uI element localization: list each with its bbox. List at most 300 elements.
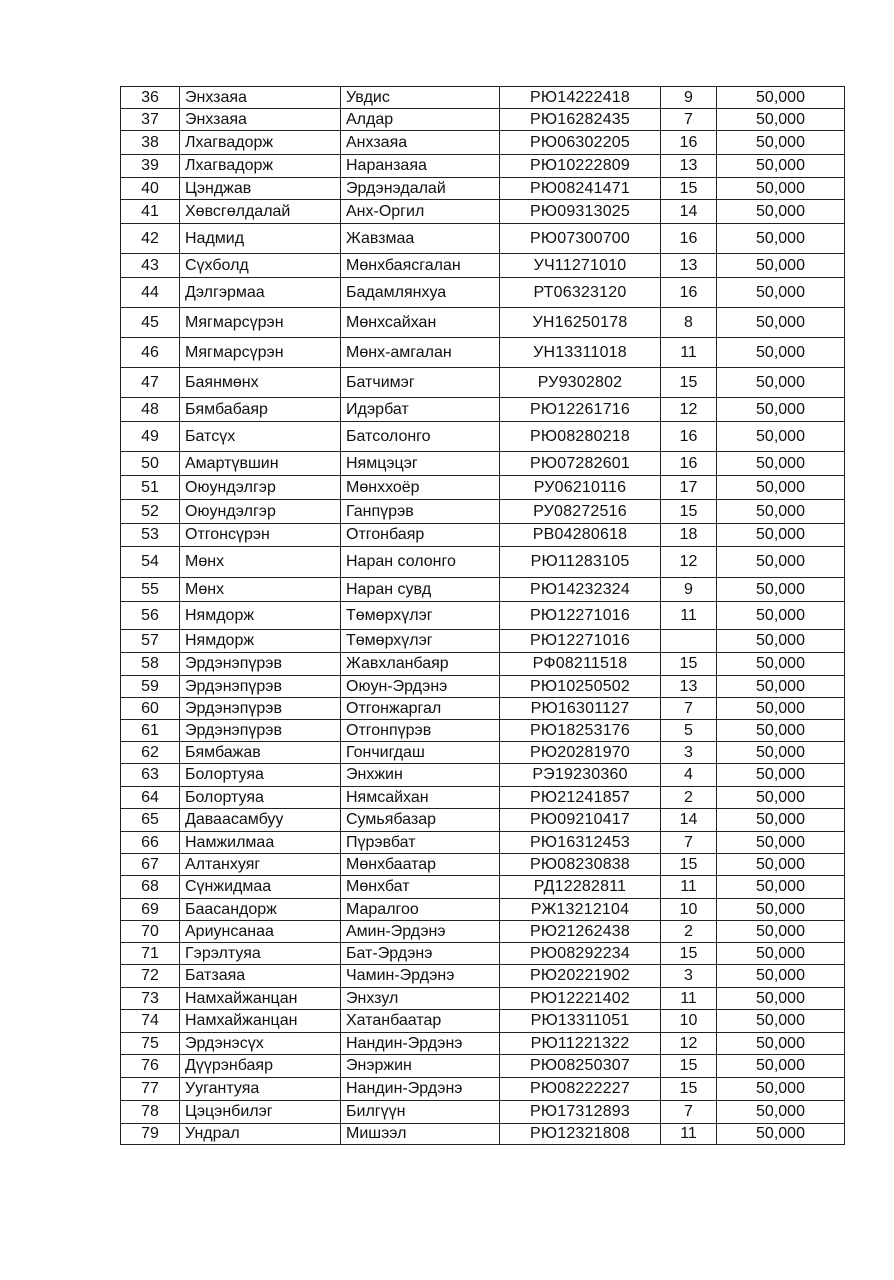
amount-cell: 50,000 [717,500,845,524]
parent-name-cell: Оюундэлгэр [180,476,341,500]
table-row [121,368,845,398]
table-row [121,787,845,809]
parent-name-cell: Амартүвшин [180,452,341,476]
parent-name-cell: Ундрал [180,1124,341,1145]
age-cell: 12 [661,398,717,422]
table-row [121,178,845,200]
amount-cell: 50,000 [717,578,845,602]
amount-cell: 50,000 [717,278,845,308]
table-row [121,278,845,308]
row-number-cell: 41 [121,200,180,224]
parent-name-cell: Цэцэнбилэг [180,1101,341,1124]
given-name-cell: Мишээл [341,1124,500,1145]
age-cell: 9 [661,87,717,109]
given-name-cell: Мөнхбаатар [341,854,500,876]
table-row [121,155,845,178]
age-cell: 7 [661,1101,717,1124]
registration-number-cell: РЮ07300700 [500,224,661,254]
table-row [121,876,845,899]
parent-name-cell: Бямбажав [180,742,341,764]
amount-cell: 50,000 [717,854,845,876]
table-row [121,630,845,653]
row-number-cell: 68 [121,876,180,899]
registration-number-cell: РЮ12321808 [500,1124,661,1145]
amount-cell: 50,000 [717,452,845,476]
registration-number-cell: РЮ12271016 [500,602,661,630]
parent-name-cell: Болортуяа [180,787,341,809]
registration-number-cell: РЮ12221402 [500,988,661,1010]
table-row [121,602,845,630]
registration-number-cell: РЮ11283105 [500,547,661,578]
parent-name-cell: Намхайжанцан [180,988,341,1010]
parent-name-cell: Нямдорж [180,630,341,653]
given-name-cell: Мөнхсайхан [341,308,500,338]
table-row [121,1101,845,1124]
given-name-cell: Энэржин [341,1055,500,1078]
amount-cell: 50,000 [717,1124,845,1145]
table-row [121,720,845,742]
amount-cell: 50,000 [717,131,845,155]
amount-cell: 50,000 [717,742,845,764]
row-number-cell: 76 [121,1055,180,1078]
age-cell [661,630,717,653]
parent-name-cell: Дэлгэрмаа [180,278,341,308]
row-number-cell: 57 [121,630,180,653]
table-row [121,398,845,422]
parent-name-cell: Мягмарсүрэн [180,338,341,368]
parent-name-cell: Энхзаяа [180,87,341,109]
given-name-cell: Төмөрхүлэг [341,630,500,653]
registration-number-cell: РЮ20221902 [500,965,661,988]
table-row [121,1055,845,1078]
given-name-cell: Нямцэцэг [341,452,500,476]
given-name-cell: Бадамлянхуа [341,278,500,308]
registration-number-cell: РЮ16282435 [500,109,661,131]
registration-number-cell: РЮ08241471 [500,178,661,200]
given-name-cell: Нямсайхан [341,787,500,809]
amount-cell: 50,000 [717,676,845,698]
amount-cell: 50,000 [717,308,845,338]
age-cell: 16 [661,452,717,476]
row-number-cell: 70 [121,921,180,943]
row-number-cell: 71 [121,943,180,965]
given-name-cell: Пүрэвбат [341,832,500,854]
table-row [121,338,845,368]
registration-number-cell: РЖ13212104 [500,899,661,921]
given-name-cell: Наран сувд [341,578,500,602]
row-number-cell: 79 [121,1124,180,1145]
row-number-cell: 62 [121,742,180,764]
age-cell: 11 [661,1124,717,1145]
registration-number-cell: РТ06323120 [500,278,661,308]
registration-number-cell: УЧ11271010 [500,254,661,278]
registration-number-cell: РД12282811 [500,876,661,899]
registration-number-cell: РУ08272516 [500,500,661,524]
amount-cell: 50,000 [717,602,845,630]
registration-number-cell: РЮ12271016 [500,630,661,653]
age-cell: 10 [661,1010,717,1033]
parent-name-cell: Батзаяа [180,965,341,988]
age-cell: 16 [661,131,717,155]
parent-name-cell: Гэрэлтуяа [180,943,341,965]
given-name-cell: Алдар [341,109,500,131]
age-cell: 12 [661,1033,717,1055]
parent-name-cell: Алтанхуяг [180,854,341,876]
age-cell: 13 [661,155,717,178]
parent-name-cell: Надмид [180,224,341,254]
amount-cell: 50,000 [717,476,845,500]
given-name-cell: Оюун-Эрдэнэ [341,676,500,698]
age-cell: 16 [661,224,717,254]
given-name-cell: Мөнххоёр [341,476,500,500]
given-name-cell: Энхжин [341,764,500,787]
amount-cell: 50,000 [717,720,845,742]
given-name-cell: Увдис [341,87,500,109]
registration-number-cell: РЮ21262438 [500,921,661,943]
amount-cell: 50,000 [717,921,845,943]
table-row [121,547,845,578]
amount-cell: 50,000 [717,876,845,899]
given-name-cell: Нандин-Эрдэнэ [341,1033,500,1055]
registration-number-cell: РЭ19230360 [500,764,661,787]
row-number-cell: 72 [121,965,180,988]
parent-name-cell: Баасандорж [180,899,341,921]
amount-cell: 50,000 [717,653,845,676]
parent-name-cell: Дүүрэнбаяр [180,1055,341,1078]
roster-table [120,86,845,1145]
given-name-cell: Отгонжаргал [341,698,500,720]
row-number-cell: 63 [121,764,180,787]
amount-cell: 50,000 [717,943,845,965]
amount-cell: 50,000 [717,1078,845,1101]
age-cell: 15 [661,368,717,398]
age-cell: 7 [661,832,717,854]
row-number-cell: 44 [121,278,180,308]
given-name-cell: Отгонпүрэв [341,720,500,742]
given-name-cell: Анхзаяа [341,131,500,155]
given-name-cell: Ганпүрэв [341,500,500,524]
amount-cell: 50,000 [717,809,845,832]
row-number-cell: 67 [121,854,180,876]
amount-cell: 50,000 [717,87,845,109]
amount-cell: 50,000 [717,338,845,368]
table-row [121,1078,845,1101]
row-number-cell: 77 [121,1078,180,1101]
amount-cell: 50,000 [717,832,845,854]
table-row [121,422,845,452]
table-row [121,524,845,547]
row-number-cell: 43 [121,254,180,278]
parent-name-cell: Эрдэнэпүрэв [180,676,341,698]
amount-cell: 50,000 [717,787,845,809]
age-cell: 13 [661,676,717,698]
given-name-cell: Эрдэнэдалай [341,178,500,200]
registration-number-cell: РУ9302802 [500,368,661,398]
table-row [121,988,845,1010]
amount-cell: 50,000 [717,368,845,398]
given-name-cell: Мөнхбат [341,876,500,899]
age-cell: 17 [661,476,717,500]
table-row [121,943,845,965]
age-cell: 8 [661,308,717,338]
amount-cell: 50,000 [717,398,845,422]
given-name-cell: Отгонбаяр [341,524,500,547]
parent-name-cell: Намхайжанцан [180,1010,341,1033]
age-cell: 16 [661,422,717,452]
table-row [121,452,845,476]
row-number-cell: 37 [121,109,180,131]
given-name-cell: Гончигдаш [341,742,500,764]
registration-number-cell: РЮ08230838 [500,854,661,876]
registration-number-cell: РЮ17312893 [500,1101,661,1124]
amount-cell: 50,000 [717,200,845,224]
parent-name-cell: Эрдэнэпүрэв [180,653,341,676]
row-number-cell: 66 [121,832,180,854]
given-name-cell: Билгүүн [341,1101,500,1124]
parent-name-cell: Эрдэнэпүрэв [180,698,341,720]
table-row [121,809,845,832]
registration-number-cell: РЮ13311051 [500,1010,661,1033]
age-cell: 10 [661,899,717,921]
table-row [121,764,845,787]
given-name-cell: Идэрбат [341,398,500,422]
table-row [121,653,845,676]
parent-name-cell: Мягмарсүрэн [180,308,341,338]
age-cell: 11 [661,338,717,368]
amount-cell: 50,000 [717,1055,845,1078]
age-cell: 13 [661,254,717,278]
age-cell: 15 [661,178,717,200]
table-row [121,698,845,720]
age-cell: 11 [661,602,717,630]
age-cell: 15 [661,1078,717,1101]
parent-name-cell: Эрдэнэсүх [180,1033,341,1055]
row-number-cell: 61 [121,720,180,742]
row-number-cell: 78 [121,1101,180,1124]
amount-cell: 50,000 [717,988,845,1010]
age-cell: 15 [661,1055,717,1078]
parent-name-cell: Хөвсгөлдалай [180,200,341,224]
age-cell: 3 [661,965,717,988]
amount-cell: 50,000 [717,764,845,787]
parent-name-cell: Оюундэлгэр [180,500,341,524]
registration-number-cell: РЮ16301127 [500,698,661,720]
row-number-cell: 74 [121,1010,180,1033]
parent-name-cell: Сүнжидмаа [180,876,341,899]
registration-number-cell: РЮ12261716 [500,398,661,422]
table-row [121,832,845,854]
parent-name-cell: Лхагвадорж [180,131,341,155]
parent-name-cell: Сүхболд [180,254,341,278]
row-number-cell: 38 [121,131,180,155]
given-name-cell: Мөнхбаясгалан [341,254,500,278]
age-cell: 18 [661,524,717,547]
table-row [121,500,845,524]
registration-number-cell: РЮ08280218 [500,422,661,452]
given-name-cell: Наранзаяа [341,155,500,178]
row-number-cell: 46 [121,338,180,368]
table-row [121,109,845,131]
table-row [121,131,845,155]
table-row [121,578,845,602]
age-cell: 11 [661,876,717,899]
registration-number-cell: РЮ10222809 [500,155,661,178]
table-row [121,899,845,921]
registration-number-cell: РЮ08250307 [500,1055,661,1078]
amount-cell: 50,000 [717,547,845,578]
parent-name-cell: Энхзаяа [180,109,341,131]
table-row [121,1010,845,1033]
table-row [121,921,845,943]
given-name-cell: Батсолонго [341,422,500,452]
amount-cell: 50,000 [717,1033,845,1055]
given-name-cell: Анх-Оргил [341,200,500,224]
given-name-cell: Чамин-Эрдэнэ [341,965,500,988]
row-number-cell: 39 [121,155,180,178]
table-row [121,254,845,278]
age-cell: 15 [661,653,717,676]
registration-number-cell: РЮ07282601 [500,452,661,476]
parent-name-cell: Даваасамбуу [180,809,341,832]
given-name-cell: Маралгоо [341,899,500,921]
given-name-cell: Энхзул [341,988,500,1010]
registration-number-cell: РЮ14232324 [500,578,661,602]
given-name-cell: Жавзмаа [341,224,500,254]
parent-name-cell: Уугантуяа [180,1078,341,1101]
row-number-cell: 64 [121,787,180,809]
registration-number-cell: РЮ08292234 [500,943,661,965]
amount-cell: 50,000 [717,224,845,254]
age-cell: 15 [661,500,717,524]
parent-name-cell: Цэнджав [180,178,341,200]
registration-number-cell: РЮ09210417 [500,809,661,832]
given-name-cell: Мөнх-амгалан [341,338,500,368]
row-number-cell: 60 [121,698,180,720]
registration-number-cell: РЮ09313025 [500,200,661,224]
registration-number-cell: РЮ21241857 [500,787,661,809]
amount-cell: 50,000 [717,524,845,547]
parent-name-cell: Ариунсанаа [180,921,341,943]
row-number-cell: 65 [121,809,180,832]
age-cell: 5 [661,720,717,742]
age-cell: 15 [661,854,717,876]
parent-name-cell: Мөнх [180,547,341,578]
registration-number-cell: РЮ18253176 [500,720,661,742]
amount-cell: 50,000 [717,109,845,131]
row-number-cell: 73 [121,988,180,1010]
age-cell: 16 [661,278,717,308]
parent-name-cell: Болортуяа [180,764,341,787]
age-cell: 2 [661,787,717,809]
registration-number-cell: РЮ14222418 [500,87,661,109]
amount-cell: 50,000 [717,965,845,988]
amount-cell: 50,000 [717,178,845,200]
table-row [121,854,845,876]
row-number-cell: 40 [121,178,180,200]
registration-number-cell: РЮ20281970 [500,742,661,764]
amount-cell: 50,000 [717,899,845,921]
amount-cell: 50,000 [717,1101,845,1124]
parent-name-cell: Бямбабаяр [180,398,341,422]
row-number-cell: 53 [121,524,180,547]
row-number-cell: 45 [121,308,180,338]
given-name-cell: Сумьябазар [341,809,500,832]
registration-number-cell: РВ04280618 [500,524,661,547]
row-number-cell: 52 [121,500,180,524]
table-row [121,1124,845,1145]
registration-number-cell: РЮ11221322 [500,1033,661,1055]
row-number-cell: 58 [121,653,180,676]
amount-cell: 50,000 [717,698,845,720]
row-number-cell: 42 [121,224,180,254]
row-number-cell: 49 [121,422,180,452]
given-name-cell: Амин-Эрдэнэ [341,921,500,943]
amount-cell: 50,000 [717,155,845,178]
parent-name-cell: Батсүх [180,422,341,452]
registration-number-cell: РЮ16312453 [500,832,661,854]
registration-number-cell: РЮ08222227 [500,1078,661,1101]
age-cell: 4 [661,764,717,787]
age-cell: 7 [661,109,717,131]
given-name-cell: Хатанбаатар [341,1010,500,1033]
given-name-cell: Жавхланбаяр [341,653,500,676]
row-number-cell: 75 [121,1033,180,1055]
row-number-cell: 69 [121,899,180,921]
parent-name-cell: Нямдорж [180,602,341,630]
row-number-cell: 48 [121,398,180,422]
row-number-cell: 47 [121,368,180,398]
amount-cell: 50,000 [717,254,845,278]
age-cell: 12 [661,547,717,578]
given-name-cell: Бат-Эрдэнэ [341,943,500,965]
amount-cell: 50,000 [717,1010,845,1033]
age-cell: 9 [661,578,717,602]
age-cell: 3 [661,742,717,764]
parent-name-cell: Баянмөнх [180,368,341,398]
given-name-cell: Наран солонго [341,547,500,578]
age-cell: 14 [661,809,717,832]
age-cell: 2 [661,921,717,943]
given-name-cell: Нандин-Эрдэнэ [341,1078,500,1101]
age-cell: 7 [661,698,717,720]
age-cell: 14 [661,200,717,224]
row-number-cell: 55 [121,578,180,602]
parent-name-cell: Мөнх [180,578,341,602]
age-cell: 15 [661,943,717,965]
parent-name-cell: Лхагвадорж [180,155,341,178]
parent-name-cell: Эрдэнэпүрэв [180,720,341,742]
table-row [121,224,845,254]
given-name-cell: Батчимэг [341,368,500,398]
row-number-cell: 36 [121,87,180,109]
amount-cell: 50,000 [717,422,845,452]
table-row [121,1033,845,1055]
amount-cell: 50,000 [717,630,845,653]
registration-number-cell: УН16250178 [500,308,661,338]
row-number-cell: 50 [121,452,180,476]
table-row [121,476,845,500]
registration-number-cell: РУ06210116 [500,476,661,500]
given-name-cell: Төмөрхүлэг [341,602,500,630]
registration-number-cell: РФ08211518 [500,653,661,676]
registration-number-cell: РЮ10250502 [500,676,661,698]
roster-body [121,87,845,1145]
row-number-cell: 54 [121,547,180,578]
registration-number-cell: РЮ06302205 [500,131,661,155]
age-cell: 11 [661,988,717,1010]
table-row [121,676,845,698]
table-row [121,87,845,109]
